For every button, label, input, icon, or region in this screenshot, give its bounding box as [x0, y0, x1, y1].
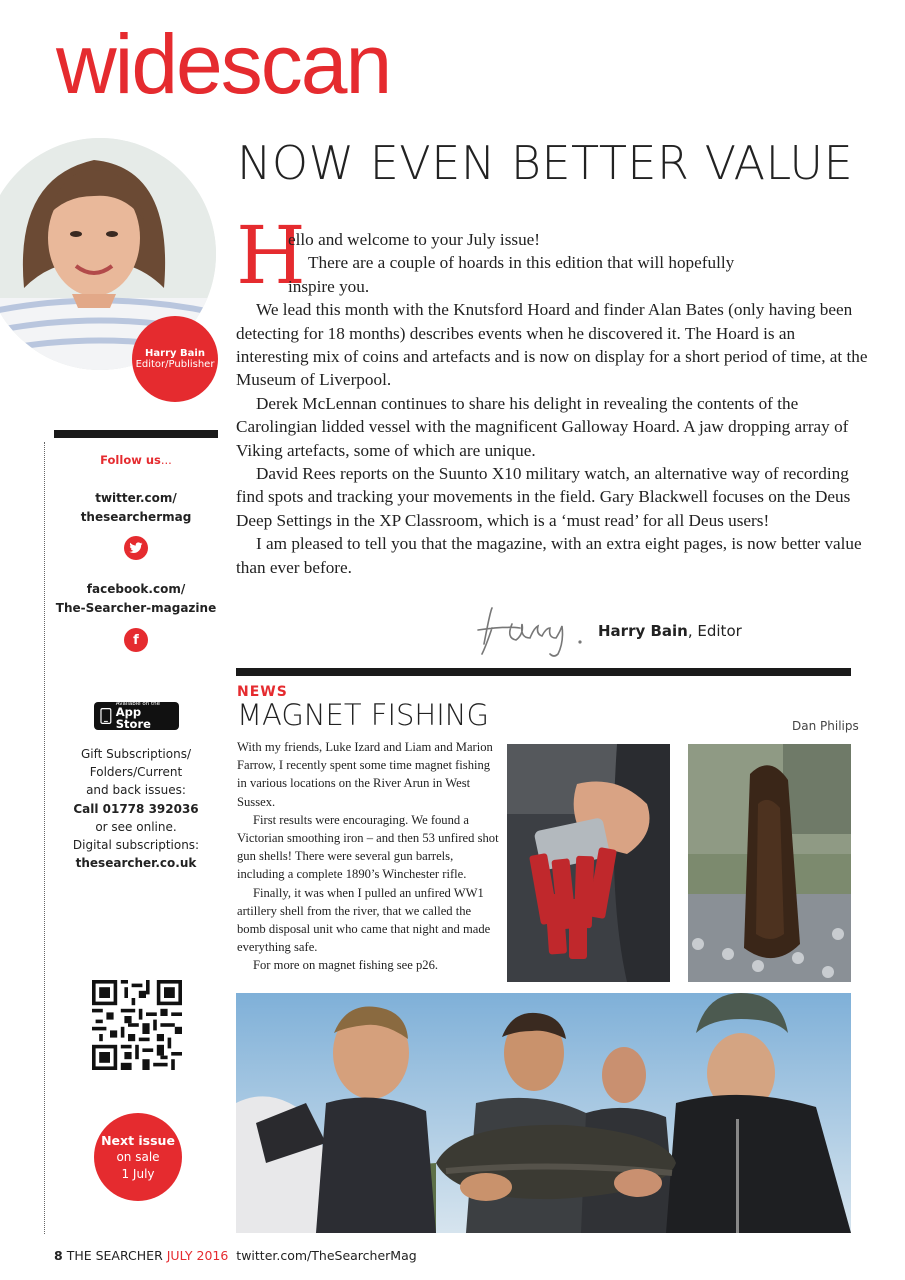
subs-url[interactable]: thesearcher.co.uk: [75, 856, 197, 871]
next-issue-badge: [94, 1113, 182, 1201]
photo-shotgun-shells: [507, 744, 670, 982]
subs-line: Digital subscriptions:: [72, 838, 200, 853]
editor-name: Harry Bain: [145, 348, 205, 359]
subs-line: and back issues:: [86, 783, 186, 798]
article-paragraph: With my friends, Luke Izard and Liam and Marion Farrow, I recently spent some time magnet fishing in various locations on the River Arun in West Sussex.: [237, 740, 493, 809]
app-store-badge[interactable]: [94, 702, 179, 730]
signoff: [598, 622, 742, 640]
facebook-link-line-2: The-Searcher-magazine: [55, 601, 217, 615]
drop-cap: H: [236, 209, 306, 302]
footer-issue: JULY 2016: [166, 1248, 229, 1263]
follow-ellipsis: ...: [160, 453, 172, 467]
letter-line-2: There are a couple of hoards in this edition that will hopefully: [308, 253, 735, 273]
twitter-link[interactable]: [54, 489, 218, 527]
letter-line-1: ello and welcome to your July issue!: [288, 230, 541, 249]
editor-letter: [236, 228, 868, 579]
twitter-bird-icon[interactable]: [124, 536, 148, 560]
article-paragraph: For more on magnet fishing see p26.: [253, 958, 439, 973]
subs-line: Gift Subscriptions/: [80, 747, 192, 761]
letter-paragraph: David Rees reports on the Suunto X10 military watch, an alternative way of recording find spots and tracking your movements in the field. Gary Blackwell focuses on the Deus Deep Settings in the XP Classroom, which is a ‘must read’ for all Deus users!: [236, 464, 851, 530]
app-store-small-text: Available on the: [115, 700, 161, 707]
footer-url[interactable]: twitter.com/TheSearcherMag: [236, 1248, 417, 1263]
signoff-name: Harry Bain: [598, 622, 688, 640]
page-headline: NOW EVEN BETTER VALUE: [237, 136, 854, 190]
next-issue-line: on sale: [116, 1149, 160, 1164]
page-footer: [54, 1248, 417, 1263]
facebook-link-line-1: facebook.com/: [86, 582, 186, 596]
masthead: widescan: [56, 17, 391, 111]
signoff-role: , Editor: [687, 622, 742, 640]
subs-line: or see online.: [95, 819, 177, 834]
footer-magazine: THE SEARCHER: [66, 1248, 163, 1263]
article-title: MAGNET FISHING: [237, 698, 489, 732]
facebook-icon[interactable]: f: [124, 628, 148, 652]
photo-artillery-shell: [688, 744, 851, 982]
facebook-link[interactable]: [54, 580, 218, 618]
letter-paragraph: We lead this month with the Knutsford Hoard and finder Alan Bates (only having been detecting for 18 months) describes events when he discovered it. The Hoard is an interesting mix of coins and artefacts and is now on display for a short period of time, at the Museum of Liverpool.: [236, 300, 868, 390]
app-store-text: App Store: [115, 705, 151, 731]
follow-label-text: Follow us: [100, 453, 161, 467]
section-label: NEWS: [237, 684, 288, 700]
twitter-link-line-2: thesearchermag: [80, 510, 192, 524]
article-body: [237, 738, 499, 975]
letter-line-3: inspire you.: [288, 276, 370, 296]
article-paragraph: Finally, it was when I pulled an unfired WW1 artillery shell from the river, that we called the bomb disposal unit who came that night and made everything safe.: [237, 885, 491, 955]
page-number: 8: [54, 1248, 63, 1263]
phone-icon: [100, 708, 112, 724]
letter-paragraph: Derek McLennan continues to share his delight in revealing the contents of the Carolingian lidded vessel with the magnificent Galloway Hoard. A jaw dropping array of Viking artefacts, some of which are unique.: [236, 393, 849, 460]
news-rule: [236, 668, 851, 676]
subs-phone: Call 01778 392036: [73, 801, 199, 816]
twitter-link-line-1: twitter.com/: [95, 491, 177, 505]
next-issue-date: 1 July: [121, 1166, 155, 1181]
editor-role: Editor/Publisher: [135, 359, 215, 370]
sidebar-rule: [54, 430, 218, 438]
subscriptions-info: [54, 745, 218, 872]
article-paragraph: First results were encouraging. We found a Victorian smoothing iron – and then 53 unfired shot gun shells! There were several gun barrels, including a complete 1890’s Winchester rifle.: [237, 812, 499, 882]
signature-image: [476, 598, 596, 662]
sidebar-dotted-rule: [44, 442, 45, 1234]
next-issue-title: Next issue: [101, 1132, 175, 1148]
photo-magnet-fishing-group: [236, 993, 851, 1233]
editor-badge: [132, 316, 218, 402]
follow-us-label: [54, 453, 218, 467]
subs-line: Folders/Current: [89, 765, 183, 780]
letter-paragraph: I am pleased to tell you that the magazine, with an extra eight pages, is now better value than ever before.: [236, 534, 862, 577]
article-byline: Dan Philips: [792, 719, 859, 733]
qr-code[interactable]: [92, 980, 182, 1070]
